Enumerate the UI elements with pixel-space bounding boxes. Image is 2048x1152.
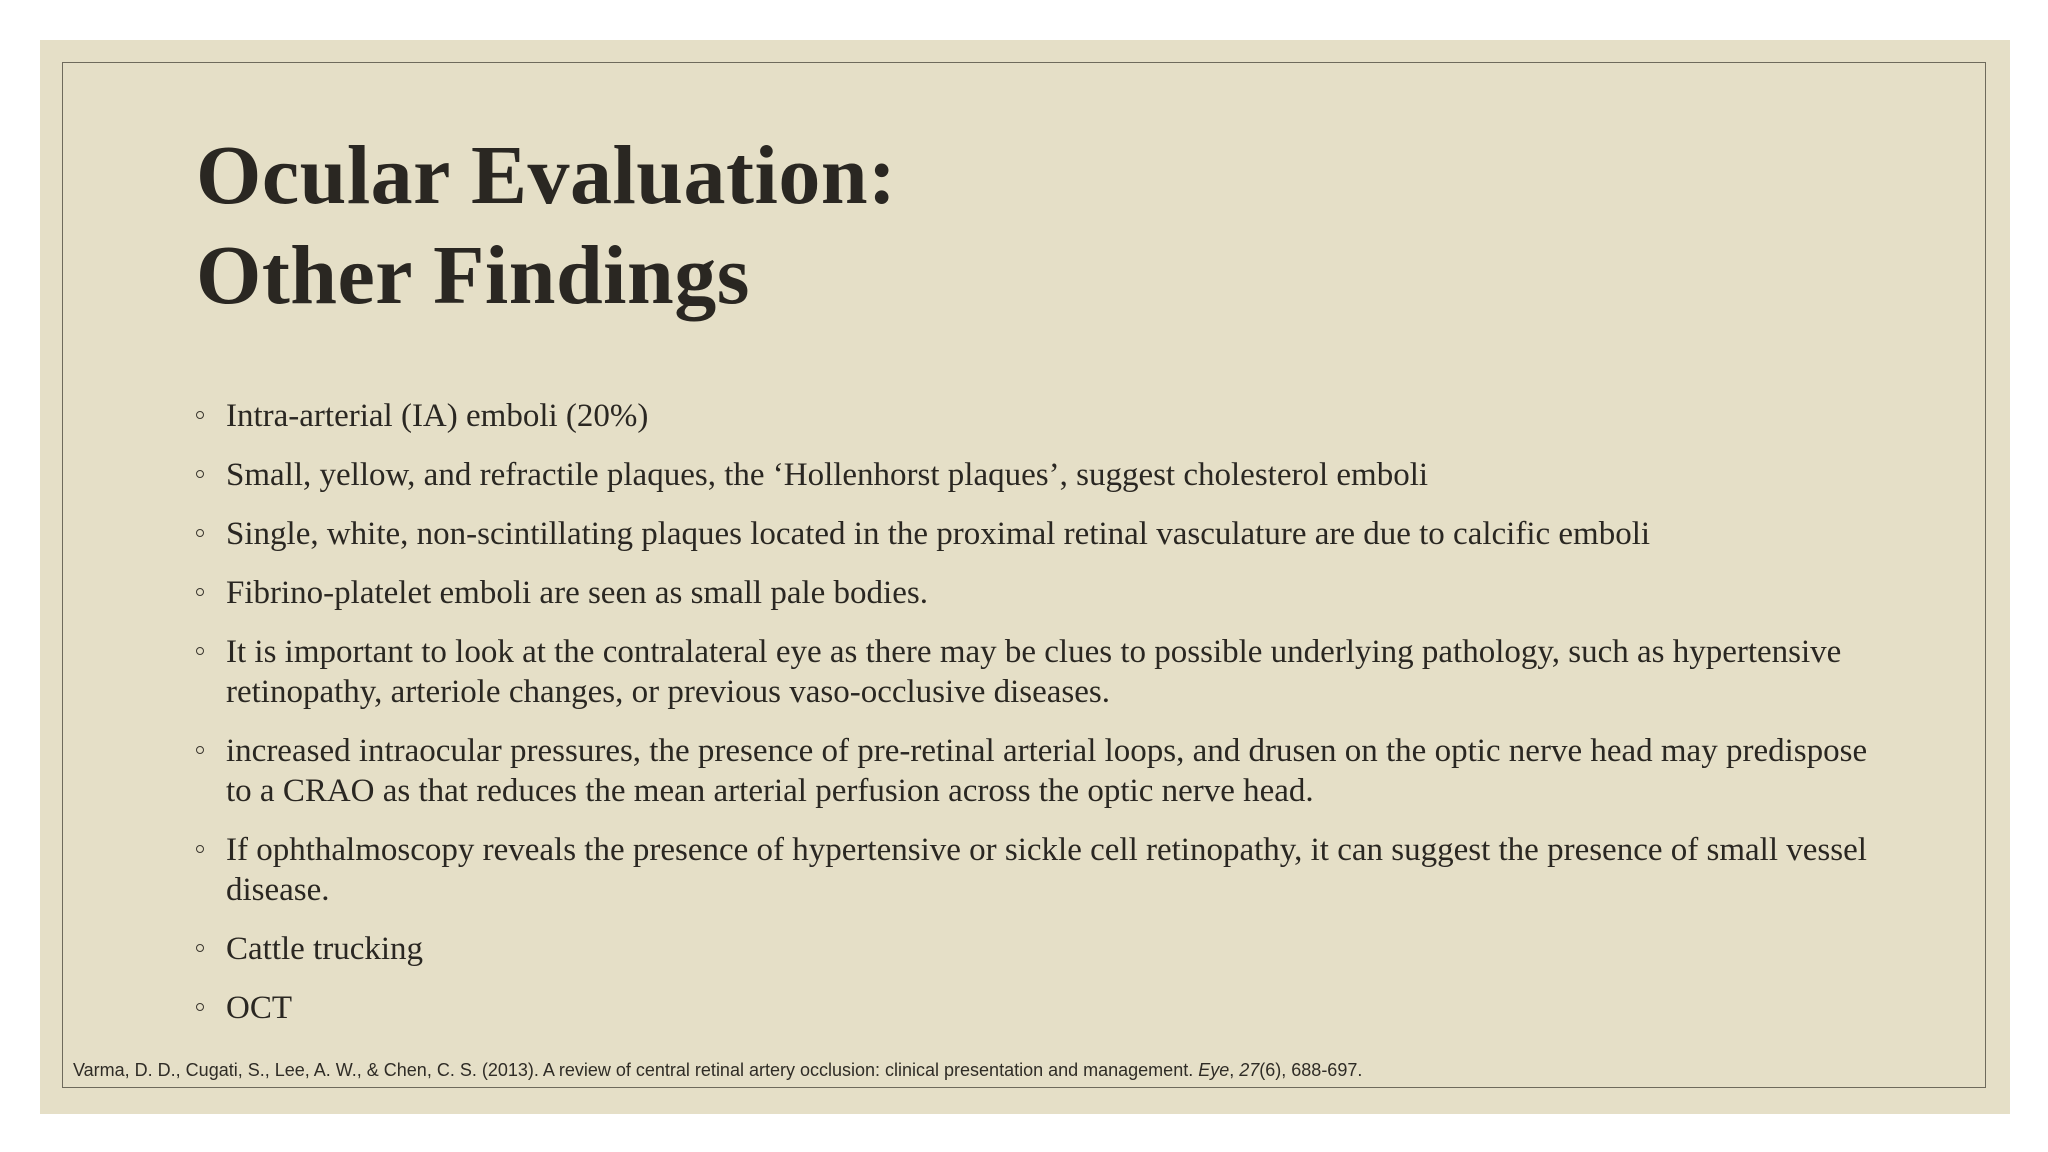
bullet-text: Intra-arterial (IA) emboli (20%) xyxy=(226,398,649,434)
bullet-item xyxy=(196,396,1886,436)
bullet-icon xyxy=(196,470,204,478)
bullet-icon xyxy=(196,529,204,537)
title-line-1: Ocular Evaluation: xyxy=(196,129,897,222)
bullet-item xyxy=(196,455,1886,495)
bullet-text: If ophthalmoscopy reveals the presence of hypertensive or sickle cell retinopathy, it can suggest the presence of small vessel disease. xyxy=(226,832,1867,908)
citation-separator: , xyxy=(1229,1060,1240,1080)
bullet-text: increased intraocular pressures, the presence of pre-retinal arterial loops, and drusen on the optic nerve head may predispose to a CRAO as that reduces the mean arterial perfusion across the optic nerve head. xyxy=(226,733,1868,809)
bullet-item xyxy=(196,632,1886,712)
bullet-icon xyxy=(196,845,204,853)
citation-authors: Varma, D. D., Cugati, S., Lee, A. W., & Chen, C. S. (2013). A review of central retinal artery occlusion: clinical presentation and management. xyxy=(73,1060,1199,1080)
bullet-item xyxy=(196,988,1886,1028)
bullet-item xyxy=(196,929,1886,969)
bullet-icon xyxy=(196,411,204,419)
bullet-icon xyxy=(196,647,204,655)
bullet-text: Single, white, non-scintillating plaques located in the proximal retinal vasculature are due to calcific emboli xyxy=(226,516,1651,552)
bullet-text: Cattle trucking xyxy=(226,931,424,967)
bullet-list xyxy=(196,396,1886,1047)
bullet-icon xyxy=(196,588,204,596)
citation-issue-pages: (6), 688-697. xyxy=(1259,1060,1363,1080)
citation-journal: Eye xyxy=(1198,1060,1230,1080)
bullet-item xyxy=(196,514,1886,554)
bullet-icon xyxy=(196,944,204,952)
bullet-item xyxy=(196,830,1886,910)
slide-title xyxy=(196,126,897,326)
title-line-2: Other Findings xyxy=(196,229,750,322)
bullet-icon xyxy=(196,1003,204,1011)
bullet-item xyxy=(196,731,1886,811)
reference-citation xyxy=(73,1059,1362,1081)
bullet-item xyxy=(196,573,1886,613)
bullet-icon xyxy=(196,746,204,754)
bullet-text: OCT xyxy=(226,990,292,1026)
citation-volume: 27 xyxy=(1239,1060,1260,1080)
bullet-text: It is important to look at the contralateral eye as there may be clues to possible underlying pathology, such as hypertensive retinopathy, arteriole changes, or previous vaso-occlusive diseases. xyxy=(226,634,1842,710)
bullet-text: Fibrino-platelet emboli are seen as small pale bodies. xyxy=(226,575,928,611)
slide xyxy=(40,40,2010,1114)
bullet-text: Small, yellow, and refractile plaques, the ‘Hollenhorst plaques’, suggest cholesterol emboli xyxy=(226,457,1429,493)
